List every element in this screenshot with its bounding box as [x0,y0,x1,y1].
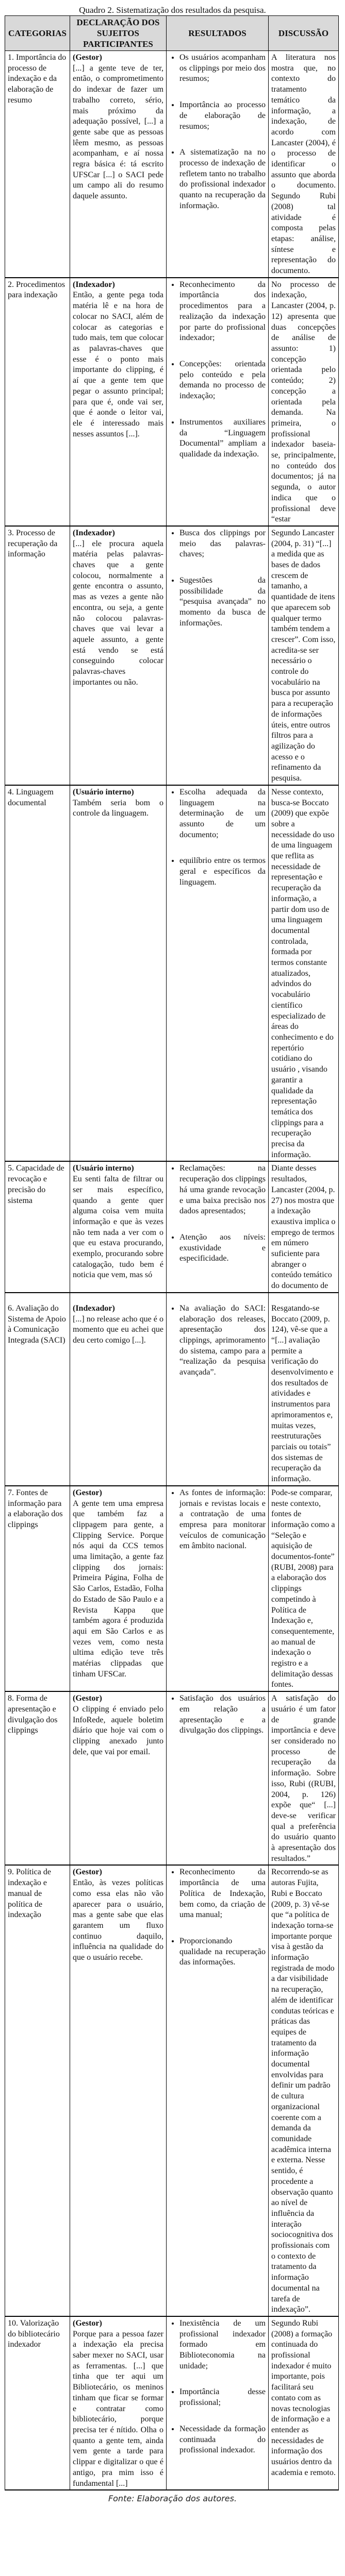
discussion-cell [269,278,339,526]
statement-cell [70,1293,167,1486]
statement-cell [70,2316,167,2490]
statement-wrap [73,787,163,819]
results-cell [167,1161,269,1292]
results-cell [167,1486,269,1691]
table-title: Quadro 2. Sistematização dos resultados da pesquisa. [79,5,266,15]
participant-role: (Indexador) [73,280,115,289]
header-discussao: DISCUSSÃO [269,16,339,51]
results-list [169,528,266,629]
result-item: • Inexistência de um profissional indexador formado em Biblioteconomia na unidade; [179,2318,266,2372]
discussion-text: Segundo Rubi (2008) a formação continuada do profissional indexador é muito importante, pois facilitará seu contato com as novas tecnologias de informação e a entender as necessidades de informação dos usuários dentro da academia e remoto. [271,2318,336,2477]
participant-role: (Usuário interno) [73,1164,134,1173]
discussion-cell [269,1865,339,2316]
discussion-text: Diante desses resultados, Lancaster (2004, p. 27) nos mostra que a indexação exaustiva implica o emprego de termos em número suficiente para abranger o conteúdo temático do documento de [271,1164,336,1291]
table-row [5,1486,339,1691]
results-cell [167,51,269,278]
participant-role: (Usuário interno) [73,787,134,796]
results-list [169,1303,266,1378]
category-text: 7. Fontes de informação para a elaboração dos clippings [8,1488,63,1529]
result-item: • Reclamações: na recuperação dos clippings há uma grande revocação e uma baixa precisão nos dados apresentados; [179,1163,266,1217]
result-item: • Reconhecimento da importância de uma Política de Indexação, bem como, da criação de uma manual; [179,1867,266,1921]
table-row [5,1293,339,1486]
results-list [169,53,266,211]
results-list [169,1488,266,1552]
result-item: • Concepções: orientada pelo conteúdo e pela demanda no processo de indexação; [179,359,266,402]
results-table [5,15,339,2490]
results-cell [167,1691,269,1865]
header-resultados: RESULTADOS [167,16,269,51]
statement-wrap [73,1867,163,1963]
statement-text: [...] no release acho que é o momento que eu achei que deu certo comigo [...]. [73,1314,163,1345]
discussion-text: A literatura nos mostra que, no contexto do tratamento temático da informação, a indexação, de acordo com Lancaster (2004), é o processo de identificar o assunto que aborda o documento. Segundo Rubi (2008) tal atividade é composta pelas etapas: análise, síntese e representação do documento. [271,53,336,276]
statement-cell [70,1865,167,2316]
category-cell [5,51,70,278]
statement-cell [70,785,167,1162]
participant-role: (Indexador) [73,1303,115,1313]
statement-cell [70,1161,167,1292]
results-list [169,787,266,888]
category-cell [5,1865,70,2316]
category-text: 5. Capacidade de revocação e precisão do sistema [8,1164,64,1205]
header-declaracao: DECLARAÇÃO DOS SUJEITOS PARTICIPANTES [70,16,167,51]
result-item: • Na avaliação do SACI: elaboração dos releases, apresentação dos clippings, aprimoramento do sistema, campo para a “realização da pesquisa avançada”. [179,1303,266,1378]
table-row [5,51,339,278]
discussion-text: Pode-se comparar, neste contexto, fontes de informação como a “Seleção e aquisição de documentos-fonte” (RUBI, 2008) para a elaboração dos clippings competindo à Política de Indexação e, consequentemente, ao manual de indexação o registro e a delimitação dessas fontes. [271,1488,335,1689]
participant-role: (Gestor) [73,53,102,62]
participant-role: (Indexador) [73,528,115,537]
statement-wrap [73,1488,163,1680]
category-text: 10. Valorização do bibliotecário indexador [8,2318,60,2349]
category-cell [5,1486,70,1691]
discussion-text: Recorrendo-se as autoras Fujita, Rubi e Boccato (2009, p. 3) vê-se que “a política de indexação torna-se importante porque visa à gestão da informação registrada de modo a dar visibilidade na recuperação, além de identificar condutas teóricas e práticas das equipes de tratamento da informação documental envolvidas para definir um padrão de cultura organizacional coerente com a demanda da comunidade acadêmica interna e externa. Nesse sentido, é procedente a observação quanto ao nível de influência da interação sociocognitiva dos profissionais com o contexto de tratamento da informação documental na tarefa de indexação”. [271,1868,335,2314]
result-item: • Reconhecimento da importância dos procedimentos para a realização da indexação por parte do profissional indexador; [179,280,266,344]
discussion-cell [269,1691,339,1865]
statement-text: O clipping é enviado pelo InfoRede, aquele boletim diário que hoje vai com o clipping anexado junto dele, que vai por email. [73,1704,163,1756]
category-cell [5,526,70,785]
discussion-cell [269,2316,339,2490]
results-list [169,1163,266,1264]
statement-text: Também seria bom o controle da linguagem. [73,798,163,818]
discussion-text: No processo de indexação, Lancaster (2004, p. 12) apresenta que duas concepções de análise de assunto: 1) concepção orientada pelo conteúdo; 2) concepção a orientada pela demanda. Na primeira, o profissional indexador baseia-se, principalmente, no conteúdo dos documentos; já na segunda, o autor indica que o profissional deve “estar [271,280,336,524]
table-row [5,1865,339,2316]
discussion-cell [269,1486,339,1691]
category-text: 8. Forma de apresentação e divulgação dos clippings [8,1694,58,1735]
discussion-text: A satisfação do usuário é um fator de grande importância e deve ser considerado no processo de recuperação da informação. Sobre isso, Rubi ((RUBI, 2004, p. 126) expõe que“ [...] deve-se verificar qual a preferência do usuário quanto à apresentação dos resultados.” [271,1694,336,1863]
participant-role: (Gestor) [73,1694,102,1703]
result-item: • Importância ao processo de elaboração de resumos; [179,100,266,132]
participant-role: (Gestor) [73,1488,102,1497]
table-row [5,278,339,526]
results-cell [167,1293,269,1486]
category-cell [5,785,70,1162]
category-cell [5,278,70,526]
table-header-row [5,16,339,51]
result-item: • A sistematização na no processo de indexação de refletem tanto no trabalho do profissional indexador quanto na recuperação da informação. [179,147,266,211]
results-list [169,280,266,460]
result-item: • Instrumentos auxiliares da “Linguagem Documental” ampliam a qualidade da indexação. [179,417,266,460]
statement-cell [70,51,167,278]
category-text: 6. Avaliação do Sistema de Apoio à Comunicação Integrada (SACI) [8,1303,66,1345]
statement-text: [...] ele procura aquela matéria pelas palavras-chaves que a gente colocou, normalmente a gente encontra o assunto, mas as vezes a gente não encontra, ou seja, a gente não colocou palavras-chaves que vai levar a aquele assunto, a gente está vendo se está conseguindo colocar palavras-chaves importantes ou não. [73,539,163,687]
participant-role: (Gestor) [73,1868,102,1877]
statement-wrap [73,1303,163,1346]
discussion-text: Segundo Lancaster (2004, p. 31) “[...] a medida que as bases de dados crescem de tamanho, a quantidade de itens que aparecem sob qualquer termo também tendem a crescer”. Com isso, acredita-se ser necessário o controle do vocabulário na busca por assunto para a recuperação de informações úteis, entre outros filtros para a agilização do acesso e o refinamento da pesquisa. [271,528,336,783]
statement-cell [70,278,167,526]
category-text: 3. Processo de recuperação da informação [8,528,58,559]
table-row [5,785,339,1162]
statement-wrap [73,53,163,202]
statement-text: Porque para a pessoa fazer a indexação ela precisa saber mexer no SACI, usar as ferramentas. [...] que tinha que ter aqui um Bibliotecário, os meninos tinham que ficar se formar e contratar como bibliotecário, porque precisa ter é nítido. Olha o quanto a gente tem, ainda vem gente a tarde para clippar e digitalizar o que é antigo, pra mim isso é fundamental [...] [73,2329,163,2488]
statement-cell [70,526,167,785]
discussion-text: Resgatando-se Boccato (2009, p. 124), vê-se que a “[...] avaliação permite a verificação do desenvolvimento e dos resultados de atividades e instrumentos para aprimoramentos e, muitas vezes, reestruturações parciais ou totais” dos sistemas de recuperação da informação. [271,1303,334,1484]
statement-text: [...] a gente teve de ter, então, o comprometimento do indexar de fazer um trabalho correto, sério, mais próximo da adequação possível, [...] a gente sabe que as pessoas lêem mesmo, as pessoas acompanham, e aí nossa regra básica é: tá escrito UFSCar [...] o SACI pede um campo ali do resumo daquele assunto. [73,63,163,201]
results-list [169,1693,266,1736]
statement-text: Então, a gente pega toda matéria lê e na hora de colocar no SACI, além de colocar as categorias e tudo mais, tem que colocar as palavras-chaves que esse é o ponto mais importante do clipping, é aí que a gente tem que pegar o assunto principal; para que é, onde vai ser, que é aonde o leitor vai, ele é interessado mais nesses assuntos [...]. [73,291,163,438]
table-row [5,1161,339,1292]
category-text: 9. Política de indexação e manual de política de indexação [8,1868,51,1920]
statement-cell [70,1486,167,1691]
result-item: • Atenção aos níveis: exustividade e especificidade. [179,1232,266,1264]
statement-wrap [73,280,163,440]
participant-role: (Gestor) [73,2318,102,2328]
statement-text: Então, às vezes políticas como essa elas não vão aparecer para o usuário, mas a gente sabe que elas garantem um fluxo continuo daquilo, influência na qualidade do que o usuário recebe. [73,1878,163,1962]
result-item: • Busca dos clippings por meio das palavras-chaves; [179,528,266,560]
discussion-cell [269,51,339,278]
source-note: Fonte: Elaboração dos autores. [108,2494,237,2504]
statement-wrap [73,2318,163,2489]
results-cell [167,526,269,785]
table-row [5,2316,339,2490]
result-item: • Os usuários acompanham os clippings por meio dos resumos; [179,53,266,84]
result-item: • equilíbrio entre os termos geral e específicos da linguagem. [179,856,266,888]
category-text: 2. Procedimentos para indexação [8,280,65,300]
category-text: 4. Linguagem documental [8,787,54,807]
results-cell [167,1865,269,2316]
result-item: • Necessidade da formação continuada do profissional indexador. [179,2424,266,2456]
statement-text: Eu senti falta de filtrar ou ser mais específico, quando a gente quer alguma coisa vem muita informação e que às vezes não tem nada a ver com o que eu estava procurando, exemplo, procurando sobre catalogação, tudo bem é noticia que vem, mas só [73,1175,163,1280]
discussion-cell [269,1293,339,1486]
statement-text: A gente tem uma empresa que também faz a clippagem para gente, a Clipping Service. Porque nós aqui da CCS temos uma limitação, a gente faz clipping dos jornais: Primeira Página, Folha de São Carlos, Estadão, Folha do Estado de São Paulo e a Revista Kappa que também agora é produzida aqui em São Carlos e as vezes vem, como nesta ultima edição teve três matérias clippadas que tinham UFSCar. [73,1499,163,1679]
result-item: • Importância desse profissional; [179,2387,266,2408]
statement-cell [70,1691,167,1865]
discussion-cell [269,785,339,1162]
results-cell [167,278,269,526]
results-list [169,1867,266,1968]
category-cell [5,2316,70,2490]
category-cell [5,1691,70,1865]
statement-wrap [73,1693,163,1757]
discussion-cell [269,526,339,785]
results-list [169,2318,266,2456]
header-categorias: CATEGORIAS [5,16,70,51]
statement-wrap [73,1163,163,1281]
discussion-text: Nesse contexto, busca-se Boccato (2009) que expõe sobre a necessidade do uso de uma linguagem que reflita as necessidade de representação e recuperação da informação, a partir dom uso de uma linguagem documental controlada, formada por termos constante atualizados, advindos do vocabulário científico especializado de áreas do conhecimento e do repertório cotidiano do usuário , visando garantir a qualidade da representação temática dos clippings para a recuperação precisa da informação. [271,787,335,1159]
results-cell [167,785,269,1162]
result-item: • Sugestões da possibilidade da “pesquisa avançada” no momento da busca de informações. [179,575,266,629]
table-row [5,1691,339,1865]
table-body [5,51,339,2490]
table-row [5,526,339,785]
category-text: 1. Importância do processo de indexação e da elaboração de resumo [8,53,67,105]
statement-wrap [73,528,163,688]
result-item: • Proporcionando qualidade na recuperação das informações. [179,1936,266,1968]
result-item: • As fontes de informação: jornais e revistas locais e a contratação de uma empresa para monitorar veículos de comunicação em âmbito nacional. [179,1488,266,1552]
results-cell [167,2316,269,2490]
result-item: • Satisfação dos usuários em relação a apresentação e a divulgação dos clippings. [179,1693,266,1736]
discussion-cell [269,1161,339,1292]
category-cell [5,1161,70,1292]
category-cell [5,1293,70,1486]
result-item: • Escolha adequada da linguagem na determinação de um assunto de um documento; [179,787,266,841]
